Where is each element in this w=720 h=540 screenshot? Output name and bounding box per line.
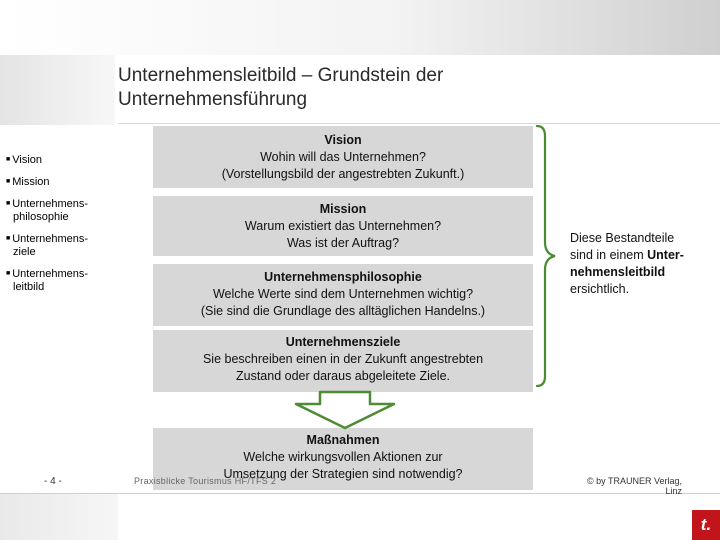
- bullet-text-cont: leitbild: [13, 281, 45, 293]
- box-line: Warum existiert das Unternehmen?: [244, 219, 442, 233]
- footer-copyright: © by TRAUNER Verlag, Linz: [587, 476, 682, 496]
- bullet-marker: ■: [6, 156, 11, 163]
- bullet-text: Vision: [12, 154, 42, 166]
- bullet-marker: ■: [6, 178, 11, 185]
- side-note: [570, 230, 710, 298]
- box-ziele: [153, 330, 533, 392]
- box-heading: Vision: [324, 133, 362, 147]
- box-heading: Unternehmensziele: [285, 335, 401, 349]
- box-line: (Vorstellungsbild der angestrebten Zukunft.): [221, 167, 465, 181]
- side-note-line: ersichtlich.: [570, 282, 630, 296]
- bullet-text-cont: ziele: [13, 246, 36, 258]
- bullet-text-cont: philosophie: [13, 211, 69, 223]
- side-note-bold: Unter-: [647, 248, 684, 262]
- bullet-marker: ■: [6, 200, 11, 207]
- down-arrow-icon: [290, 390, 400, 430]
- box-vision: [153, 126, 533, 188]
- box-heading: Unternehmensphilosophie: [264, 270, 422, 284]
- footer-course: Praxisblicke Tourismus HF/TFS 2: [134, 476, 277, 486]
- bullet-item: [6, 267, 116, 294]
- box-line: (Sie sind die Grundlage des alltäglichen Handelns.): [200, 304, 486, 318]
- side-note-line-2: [570, 247, 710, 264]
- title-line-2: Unternehmensführung: [118, 89, 308, 110]
- bullet-item: [6, 197, 116, 224]
- title-line-1: Unternehmensleitbild – Grundstein der: [118, 65, 444, 86]
- bullet-marker: ■: [6, 235, 11, 242]
- box-line: Was ist der Auftrag?: [286, 236, 400, 250]
- bullet-item: [6, 232, 116, 259]
- box-line: Zustand oder daraus abgeleitete Ziele.: [235, 369, 451, 383]
- bullet-text: Mission: [12, 176, 50, 188]
- brace-icon: [535, 124, 561, 388]
- box-line: Welche wirkungsvollen Aktionen zur: [243, 450, 443, 464]
- box-line: Umsetzung der Strategien sind notwendig?: [223, 467, 463, 481]
- bullet-text: Unternehmens-: [12, 268, 89, 280]
- bullet-item: [6, 153, 116, 167]
- bullet-text: Unternehmens-: [12, 233, 89, 245]
- bullet-text: Unternehmens-: [12, 198, 89, 210]
- box-line: Wohin will das Unternehmen?: [260, 150, 426, 164]
- side-note-text: sind in einem: [570, 248, 648, 262]
- publisher-logo: t.: [692, 510, 720, 540]
- box-line: Welche Werte sind dem Unternehmen wichtig?: [212, 287, 474, 301]
- side-note-bold-line: nehmensleitbild: [570, 265, 666, 279]
- left-band: [0, 55, 115, 125]
- bullet-item: [6, 175, 116, 189]
- bullet-list: [6, 153, 116, 302]
- box-line: Sie beschreiben einen in der Zukunft angestrebten: [202, 352, 484, 366]
- box-mission: [153, 196, 533, 256]
- title-divider: [118, 123, 720, 124]
- header-band: [0, 0, 720, 55]
- footer-left-band: [0, 494, 118, 540]
- bullet-marker: ■: [6, 270, 11, 277]
- box-philosophie: [153, 264, 533, 326]
- box-heading: Maßnahmen: [306, 433, 380, 447]
- side-note-line: Diese Bestandteile: [570, 231, 675, 245]
- box-heading: Mission: [319, 202, 367, 216]
- page-number: - 4 -: [44, 476, 62, 487]
- slide-title: [118, 64, 558, 112]
